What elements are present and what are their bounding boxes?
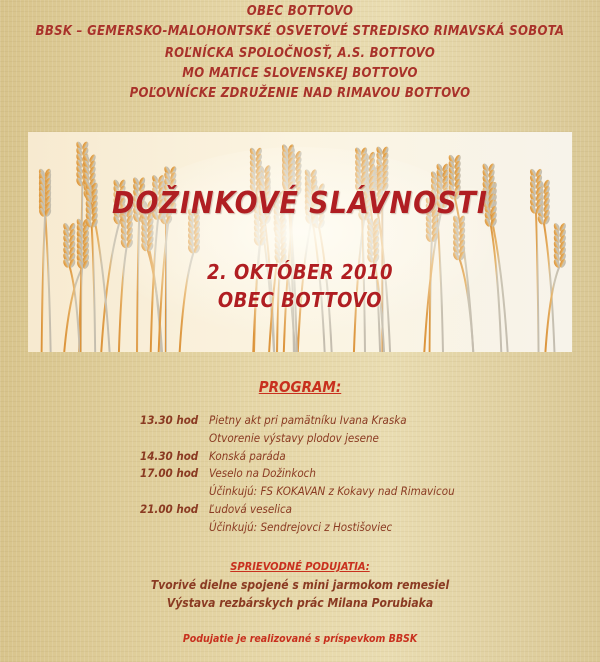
wheat-banner-image (28, 132, 572, 352)
organizer-line: BBSK – GEMERSKO-MALOHONTSKÉ OSVETOVÉ STREDISKO RIMAVSKÁ SOBOTA (35, 24, 565, 39)
program-activity: Pietny akt pri pamätníku Ivana Kraska (209, 413, 407, 427)
program-time: 21.00 hod (140, 502, 199, 516)
organizer-line: OBEC BOTTOVO (246, 4, 354, 19)
program-time: 17.00 hod (140, 466, 199, 480)
program-activity: Ľudová veselica (209, 502, 292, 516)
wheat-ears-illustration (28, 132, 572, 352)
program-activity: Účinkujú: Sendrejovci z Hostišoviec (209, 520, 393, 534)
program-heading: PROGRAM: (258, 378, 342, 396)
event-title: DOŽINKOVÉ SLÁVNOSTI (112, 186, 488, 221)
accompanying-item: Tvorivé dielne spojené s mini jarmokom remesiel (150, 578, 450, 592)
accompanying-item: Výstava rezbárskych prác Milana Porubiaka (166, 596, 434, 610)
program-activity: Konská paráda (209, 449, 286, 463)
program-activity: Veselo na Dožinkoch (209, 466, 316, 480)
organizer-line: ROĽNÍCKA SPOLOČNOSŤ, A.S. BOTTOVO (164, 46, 436, 61)
organizer-line: POĽOVNÍCKE ZDRUŽENIE NAD RIMAVOU BOTTOVO (129, 86, 471, 101)
funding-note: Podujatie je realizované s príspevkom BBSK (182, 633, 418, 645)
program-time: 13.30 hod (140, 413, 199, 427)
accompanying-heading: SPRIEVODNÉ PODUJATIA: (230, 560, 370, 573)
event-place: OBEC BOTTOVO (217, 288, 383, 312)
program-activity: Účinkujú: FS KOKAVAN z Kokavy nad Rimavicou (209, 484, 455, 498)
program-activity: Otvorenie výstavy plodov jesene (209, 431, 379, 445)
event-date: 2. OKTÓBER 2010 (206, 260, 394, 284)
program-time: 14.30 hod (140, 449, 199, 463)
organizer-line: MO MATICE SLOVENSKEJ BOTTOVO (182, 66, 418, 81)
